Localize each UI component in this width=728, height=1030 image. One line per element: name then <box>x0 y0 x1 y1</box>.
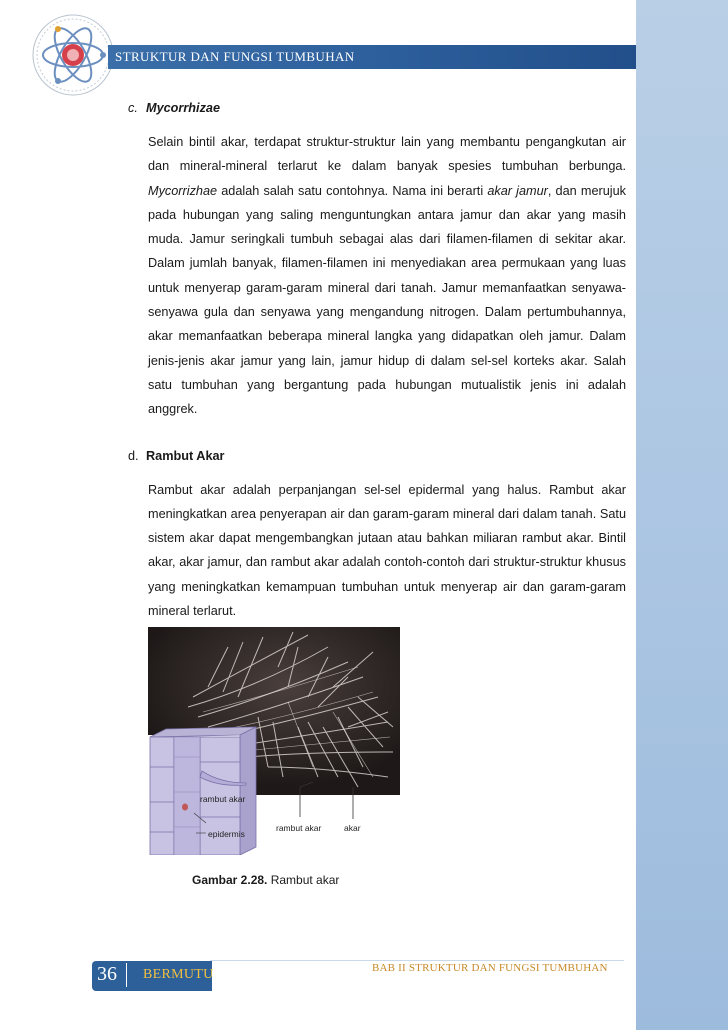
page-number-separator <box>126 963 127 987</box>
section-d-heading <box>128 444 626 468</box>
page-content <box>128 96 626 623</box>
label-rambut-akar-inset-1: rambut akar <box>200 794 246 804</box>
figure-caption <box>192 873 339 887</box>
section-c-text-3: , dan merujuk pada hubungan yang saling menguntungkan antara jamur dan akar yang masih muda. Jamur seringkali tumbuh sebagai alas dari filamen-filamen di sekitar akar. Dalam jumlah banyak, filamen-filamen ini menyediakan area permukaan yang luas untuk menyerap garam-garam mineral dari tanah. Jamur memanfaatkan senyawa-senyawa gula dan senyawa yang mengandung nitrogen. Dalam pertumbuhannya, akar memanfaatkan beberapa mineral langka yang didapatkan oleh jamur. Dalam jenis-jenis akar jamur yang lain, jamur hidup di dalam sel-sel korteks akar. Salah satu tumbuhan yang bergantung pada hubungan mutualistik jenis ini adalah anggrek. <box>148 183 626 417</box>
footer-divider <box>210 960 624 961</box>
section-d-paragraph: Rambut akar adalah perpanjangan sel-sel epidermal yang halus. Rambut akar meningkatkan area penyerapan air dan garam-garam mineral dari dalam tanah. Satu sistem akar dapat mengembangkan jutaan atau bahkan miliaran rambut akar. Bintil akar, akar jamur, dan rambut akar adalah contoh-contoh dari struktur-struktur khusus yang meningkatkan kemampuan tumbuhan untuk menyerap air dan garam-garam mineral terlarut. <box>148 482 626 619</box>
section-c-title: Mycorrhizae <box>146 101 221 115</box>
footer-chapter-title: BAB II STRUKTUR DAN FUNGSI TUMBUHAN <box>372 962 608 974</box>
header-title: STRUKTUR DAN FUNGSI TUMBUHAN <box>115 49 355 64</box>
section-c-text-2: adalah salah satu contohnya. Nama ini berarti <box>217 183 488 198</box>
institution-logo <box>28 10 118 100</box>
label-akar: akar <box>344 823 361 833</box>
root-hair-figure <box>148 627 400 855</box>
section-c-heading <box>128 96 626 120</box>
section-c-term-2: akar jamur <box>487 183 548 198</box>
label-epidermis: epidermis <box>208 829 245 839</box>
section-c-paragraph <box>148 130 626 422</box>
label-rambut-akar: rambut akar <box>276 823 322 833</box>
caption-text: Rambut akar <box>267 873 340 887</box>
footer-left-text: BERMUTU <box>143 967 214 982</box>
section-c-index: c. <box>128 101 138 115</box>
section-d-title: Rambut Akar <box>146 448 225 463</box>
side-color-band <box>636 0 728 1030</box>
section-c-text-1: Selain bintil akar, terdapat struktur-struktur lain yang membantu pengangkutan air dan mineral-mineral terlarut ke dalam banyak spesies tumbuhan berbunga. <box>148 135 626 174</box>
caption-label: Gambar 2.28. <box>192 873 268 887</box>
section-c-term: Mycorrizhae <box>148 183 218 198</box>
section-d-index: d. <box>128 448 139 463</box>
page-number: 36 <box>97 963 117 985</box>
